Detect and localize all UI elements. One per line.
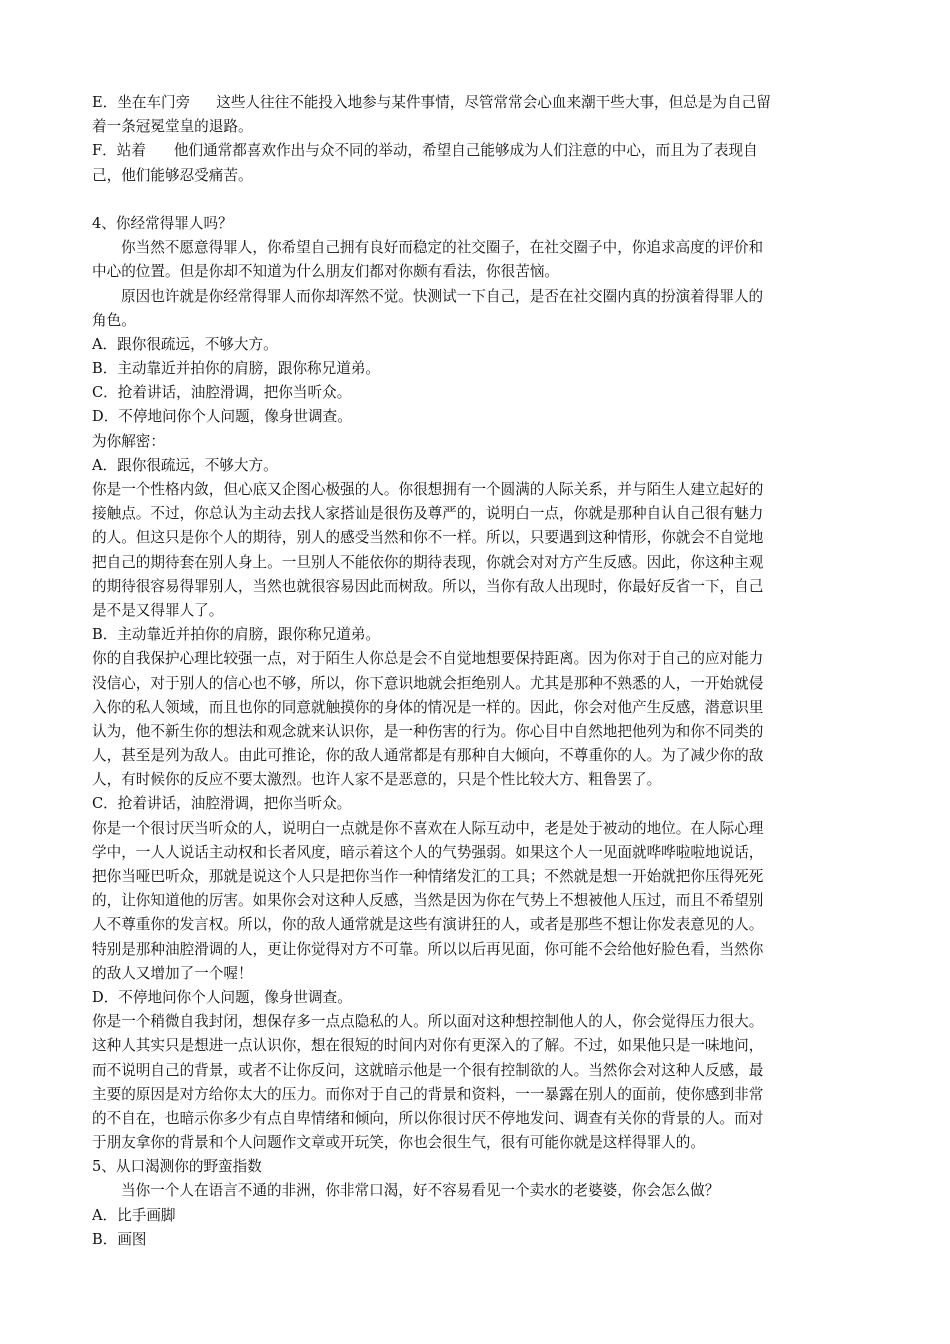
answer-a-line: 接触点。不过，你总认为主动去找人家搭讪是很伤及尊严的，说明白一点，你就是那种自认自己很有魅力 [92, 505, 764, 523]
option-f-line-2: 己，他们能够忍受痛苦。 [92, 166, 253, 184]
section-4-intro2-line-1: 原因也许就是你经常得罪人而你却浑然不觉。快测试一下自己，是否在社交圈内真的扮演着得罪人的 [121, 287, 764, 305]
answer-d-line: 于朋友拿你的背景和个人问题作文章或开玩笑，你也会很生气，很有可能你就是这样得罪人的。 [92, 1134, 705, 1152]
answer-c-title: C．抢着讲话，油腔滑调，把你当听众。 [92, 795, 352, 813]
option-e-text: 这些人往往不能投入地参与某件事情，尽管常常会心血来潮干些大事，但总是为自己留 [216, 94, 771, 111]
answer-d-line: 这种人其实只是想进一点认识你，想在很短的时间内对你有更深入的了解。不过，如果他只是一味地问， [92, 1037, 764, 1055]
option-e-line [92, 91, 862, 115]
answer-b-title: B．主动靠近并拍你的肩膀，跟你称兄道弟。 [92, 626, 381, 644]
answer-c-line: 的敌人又增加了一个喔！ [92, 964, 253, 982]
option-e-label: E．坐在车门旁 [92, 94, 191, 111]
answer-b-line: 你的自我保护心理比较强一点，对于陌生人你总是会不自觉地想要保持距离。因为你对于自己的应对能力 [92, 650, 764, 668]
answer-d-line: 主要的原因是对方给你太大的压力。而你对于自己的背景和资料，一一暴露在别人的面前，使你感到非常 [92, 1085, 764, 1103]
option-e-line-2: 着一条冠冕堂皇的退路。 [92, 118, 253, 136]
section-5-option-b: B．画图 [92, 1230, 147, 1248]
answer-c-line: 你是一个很讨厌当听众的人，说明白一点就是你不喜欢在人际互动中，老是处于被动的地位。在人际心理 [92, 819, 764, 837]
section-5-option-a: A．比手画脚 [92, 1206, 176, 1224]
answer-c-line: 学中，一人人说话主动权和长者风度，暗示着这个人的气势强弱。如果这个人一见面就哗哗啦啦地说话， [92, 843, 764, 861]
answer-a-line: 你是一个性格内敛，但心底又企图心极强的人。你很想拥有一个圆满的人际关系，并与陌生人建立起好的 [92, 481, 764, 498]
section-4-intro-line-2: 中心的位置。但是你却不知道为什么朋友们都对你颇有看法，你很苦恼。 [92, 263, 560, 281]
answer-a-line: 把自己的期待套在别人身上。一旦别人不能依你的期待表现，你就会对对方产生反感。因此，你这种主观 [92, 553, 764, 571]
answer-a-line: 的期待很容易得罪别人，当然也就很容易因此而树敌。所以，当你有敌人出现时，你最好反省一下，自己 [92, 577, 764, 595]
answer-b-line: 人，甚至是列为敌人。由此可推论，你的敌人通常都是有那种自大倾向，不尊重你的人。为了减少你的敌 [92, 747, 764, 765]
section-5-title: 5、从口渴测你的野蛮指数 [92, 1158, 262, 1176]
answer-d-line: 的不自在，也暗示你多少有点自卑情绪和倾向，所以你很讨厌不停地发问、调查有关你的背景的人。而对 [92, 1109, 764, 1127]
option-f-label: F．站着 [92, 142, 146, 160]
answer-a-line: 的人。但这只是你个人的期待，别人的感受当然和你不一样。所以，只要遇到这种情形，你就会不自觉地 [92, 529, 764, 547]
answer-c-line: 的，让你知道他的厉害。如果你会对这种人反感，当然是因为你在气势上不想被他人压过，而且不希望别 [92, 892, 764, 910]
answer-a-line: 是不是又得罪人了。 [92, 601, 224, 619]
answer-a-title: A．跟你很疏远，不够大方。 [92, 456, 278, 474]
answer-d-title: D．不停地问你个人问题，像身世调查。 [92, 988, 352, 1006]
section-4-option-d: D．不停地问你个人问题，像身世调查。 [92, 408, 352, 426]
section-4-intro2-line-2: 角色。 [92, 311, 136, 329]
option-f-line [92, 139, 862, 163]
answer-c-line: 人不尊重你的发言权。所以，你的敌人通常就是这些有演讲狂的人，或者是那些不想让你发表意见的人。 [92, 916, 764, 934]
document-page [92, 91, 862, 1252]
spacer [92, 188, 862, 212]
section-4-option-c: C．抢着讲话，油腔滑调，把你当听众。 [92, 384, 352, 402]
section-5-intro: 当你一个人在语言不通的非洲，你非常口渴，好不容易看见一个卖水的老婆婆，你会怎么做？ [121, 1182, 720, 1200]
answer-b-line: 入你的私人领域，而且也你的同意就触摸你的身体的情况是一样的。因此，你会对他产生反感，潜意识里 [92, 698, 764, 716]
answer-d-line: 而不说明自己的背景，或者不让你反问，这就暗示他是一个很有控制欲的人。当然你会对这种人反感，最 [92, 1061, 764, 1079]
section-4-title: 4、你经常得罪人吗？ [92, 214, 233, 232]
answer-c-line: 特别是那种油腔滑调的人，更让你觉得对方不可靠。所以以后再见面，你可能不会给他好脸色看，当然你 [92, 940, 764, 958]
answer-d-line: 你是一个稍微自我封闭，想保存多一点点隐私的人。所以面对这种想控制他人的人，你会觉得压力很大。 [92, 1013, 764, 1031]
section-4-intro-line-1: 你当然不愿意得罪人，你希望自己拥有良好而稳定的社交圈子，在社交圈子中，你追求高度的评价和 [121, 239, 764, 257]
answer-c-line: 把你当哑巴听众，那就是说这个人只是把你当作一种情绪发汇的工具；不然就是想一开始就把你压得死死 [92, 868, 764, 885]
answer-b-line: 认为，他不新生你的想法和观念就来认识你，是一种伤害的行为。你心目中自然地把他列为和你不同类的 [92, 722, 764, 740]
option-f-text: 他们通常都喜欢作出与众不同的举动，希望自己能够成为人们注意的中心，而且为了表现自 [173, 142, 758, 160]
section-4-option-a: A．跟你很疏远，不够大方。 [92, 335, 278, 353]
answer-b-line: 没信心，对于别人的信心也不够，所以，你下意识地就会拒绝别人。尤其是那种不熟悉的人，一开始就侵 [92, 674, 764, 692]
section-4-option-b: B．主动靠近并拍你的肩膀，跟你称兄道弟。 [92, 360, 381, 378]
answer-b-line: 人，有时候你的反应不要太激烈。也许人家不是恶意的，只是个性比较大方、粗鲁罢了。 [92, 771, 662, 789]
answer-header: 为你解密： [92, 432, 165, 450]
